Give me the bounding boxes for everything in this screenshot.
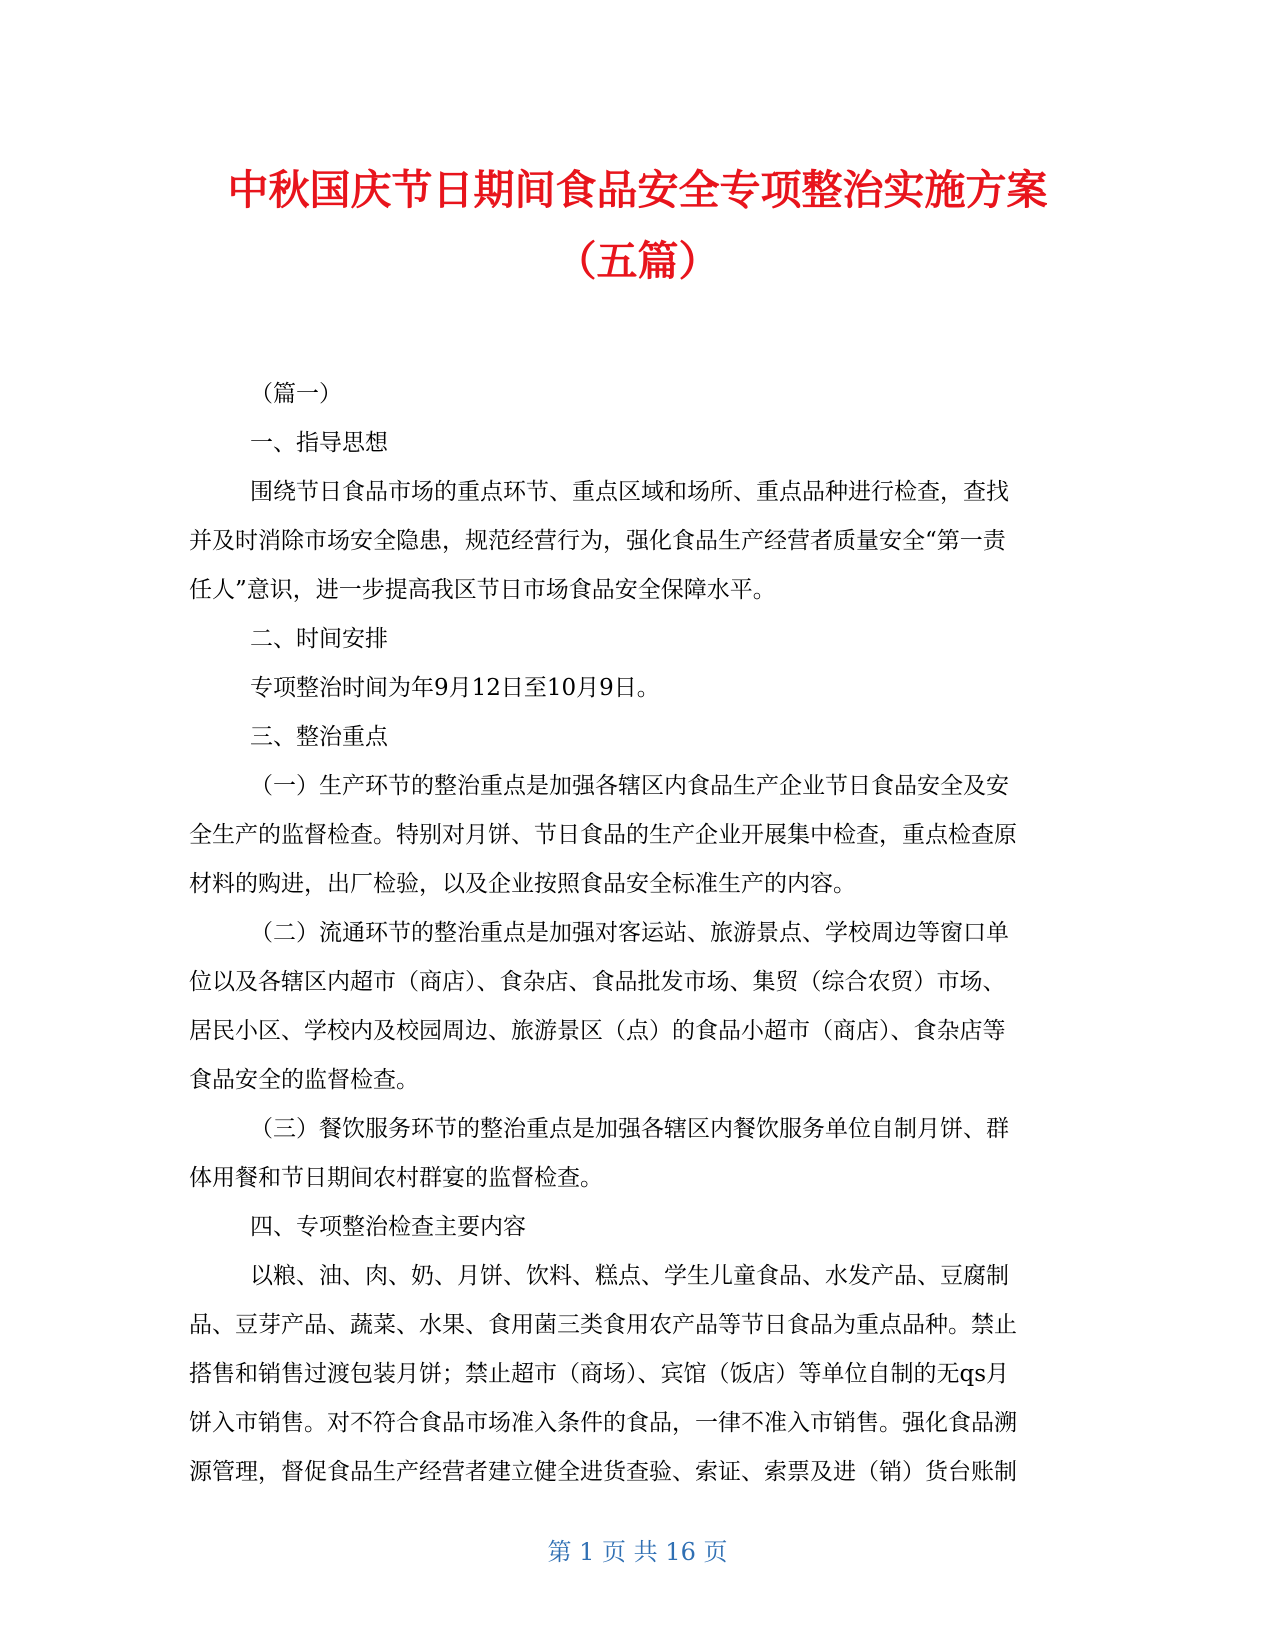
paragraph-line: 位以及各辖区内超市（商店）、食杂店、食品批发市场、集贸（综合农贸）市场、 — [189, 969, 1006, 995]
heading-inspection-content: 四、专项整治检查主要内容 — [250, 1214, 526, 1240]
paragraph-line: 以粮、油、肉、奶、月饼、饮料、糕点、学生儿童食品、水发产品、豆腐制 — [250, 1263, 1009, 1289]
paragraph-line: 体用餐和节日期间农村群宴的监督检查。 — [189, 1165, 603, 1191]
heading-guiding-ideology: 一、指导思想 — [250, 430, 388, 456]
paragraph-line: 食品安全的监督检查。 — [189, 1067, 419, 1093]
paragraph-line: 并及时消除市场安全隐患，规范经营行为，强化食品生产经营者质量安全“第一责 — [189, 528, 1006, 554]
paragraph-line: （二）流通环节的整治重点是加强对客运站、旅游景点、学校周边等窗口单 — [250, 920, 1009, 946]
heading-rectification-focus: 三、整治重点 — [250, 724, 388, 750]
paragraph-line: 材料的购进，出厂检验，以及企业按照食品安全标准生产的内容。 — [189, 871, 856, 897]
paragraph-line: 品、豆芽产品、蔬菜、水果、食用菌三类食用农产品等节日食品为重点品种。禁止 — [189, 1312, 1017, 1338]
paragraph-line: 围绕节日食品市场的重点环节、重点区域和场所、重点品种进行检查，查找 — [250, 479, 1009, 505]
section-label: （篇一） — [250, 381, 342, 407]
paragraph-line: 居民小区、学校内及校园周边、旅游景区（点）的食品小超市（商店）、食杂店等 — [189, 1018, 1006, 1044]
paragraph-line: 搭售和销售过渡包装月饼；禁止超市（商场）、宾馆（饭店）等单位自制的无qs月 — [189, 1361, 1010, 1387]
paragraph-line: （三）餐饮服务环节的整治重点是加强各辖区内餐饮服务单位自制月饼、群 — [250, 1116, 1009, 1142]
title-line-2: （五篇） — [555, 237, 720, 285]
page-footer: 第 1 页 共 16 页 — [547, 1538, 728, 1566]
paragraph-line: 饼入市销售。对不符合食品市场准入条件的食品，一律不准入市销售。强化食品溯 — [189, 1410, 1017, 1436]
document-body — [189, 370, 1089, 1497]
title-line-1: 中秋国庆节日期间食品安全专项整治实施方案 — [227, 166, 1048, 214]
paragraph-line: 任人”意识，进一步提高我区节日市场食品安全保障水平。 — [189, 577, 776, 603]
paragraph-line: 全生产的监督检查。特别对月饼、节日食品的生产企业开展集中检查，重点检查原 — [189, 822, 1017, 848]
paragraph-line: （一）生产环节的整治重点是加强各辖区内食品生产企业节日食品安全及安 — [250, 773, 1009, 799]
paragraph-line: 源管理，督促食品生产经营者建立健全进货查验、索证、索票及进（销）货台账制 — [189, 1459, 1017, 1485]
heading-time-arrangement: 二、时间安排 — [250, 626, 388, 652]
paragraph-line: 专项整治时间为年9月12日至10月9日。 — [250, 675, 660, 701]
